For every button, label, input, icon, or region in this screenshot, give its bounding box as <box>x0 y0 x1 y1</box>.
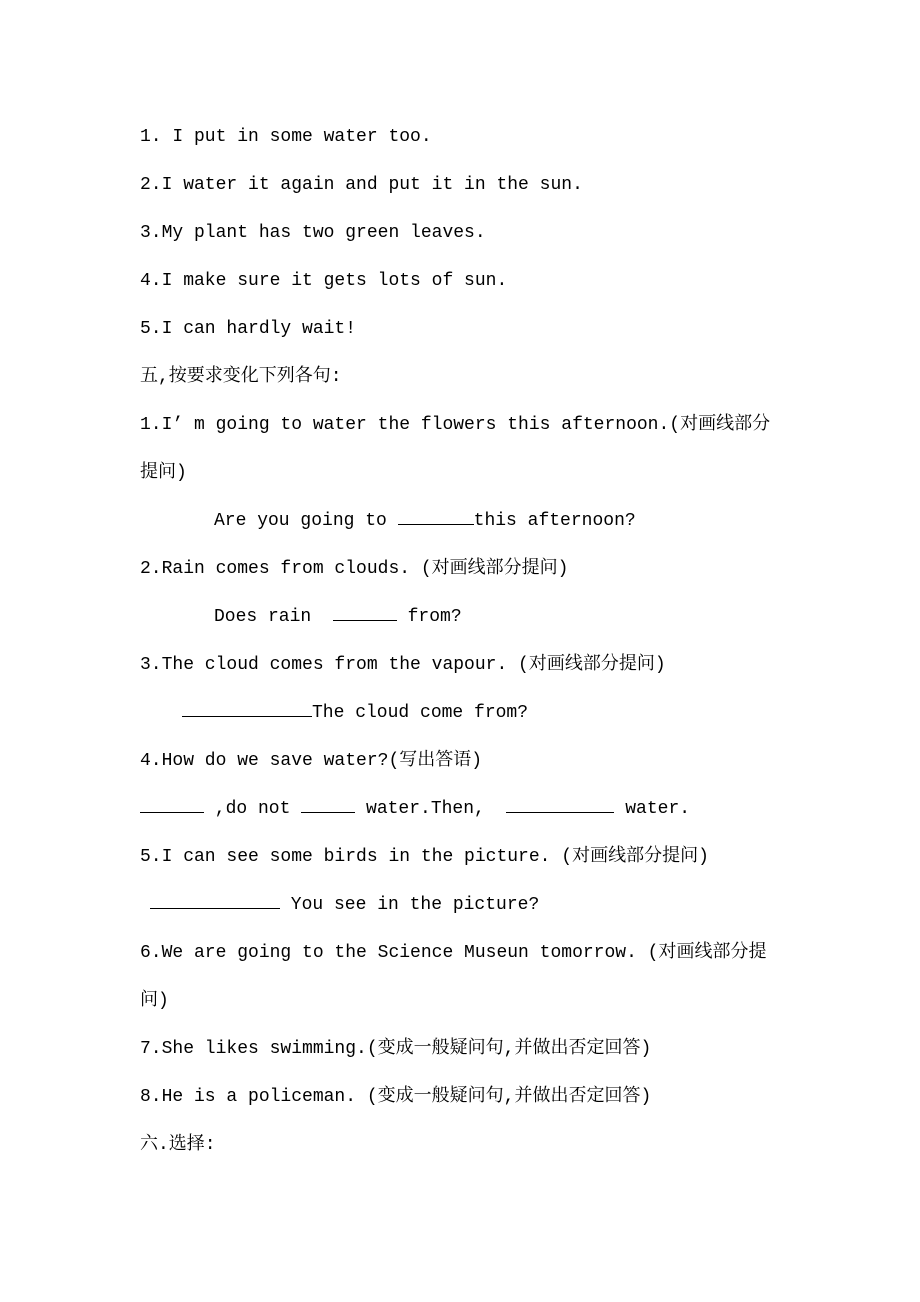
q3-text: 3.The cloud comes from the vapour. (对画线部分提问) <box>140 655 666 675</box>
q1-answer-pre: Are you going to <box>214 511 398 531</box>
sentence-3: 3.My plant has two green leaves. <box>140 223 486 243</box>
section-5-heading: 五,按要求变化下列各句: <box>140 367 342 387</box>
q3-answer-post: The cloud come from? <box>312 703 529 723</box>
q7-text: 7.She likes swimming.(变成一般疑问句,并做出否定回答) <box>140 1039 652 1059</box>
section-6-heading: 六.选择: <box>140 1135 216 1155</box>
q1-blank[interactable] <box>398 510 474 525</box>
q5-answer-post: You see in the picture? <box>280 895 540 915</box>
q4-seg-2: water.Then, <box>355 799 507 819</box>
q1-text: 1.I’ m going to water the flowers this afternoon.(对画线部分 <box>140 415 771 435</box>
q2-blank[interactable] <box>333 606 397 621</box>
q1-answer-post: this afternoon? <box>473 511 636 531</box>
q6-text-cont: 问) <box>140 991 169 1011</box>
q8-text: 8.He is a policeman. (变成一般疑问句,并做出否定回答) <box>140 1087 652 1107</box>
q2-text: 2.Rain comes from clouds. (对画线部分提问) <box>140 559 569 579</box>
q5-blank[interactable] <box>150 894 280 909</box>
q4-seg-1: ,do not <box>204 799 302 819</box>
q4-answer <box>140 785 800 833</box>
worksheet <box>140 113 800 1169</box>
q5-text: 5.I can see some birds in the picture. (对画线部分提问) <box>140 847 709 867</box>
q4-blank-2[interactable] <box>301 798 355 813</box>
sentence-1: 1. I put in some water too. <box>140 127 432 147</box>
q3-blank[interactable] <box>182 702 312 717</box>
q5-answer <box>140 881 800 929</box>
q2-answer-post: from? <box>396 607 462 627</box>
q4-blank-1[interactable] <box>140 798 204 813</box>
sentence-5: 5.I can hardly wait! <box>140 319 357 339</box>
q4-text: 4.How do we save water?(写出答语) <box>140 751 483 771</box>
sentence-2: 2.I water it again and put it in the sun. <box>140 175 583 195</box>
q1-text-cont: 提问) <box>140 463 187 483</box>
q1-answer <box>140 497 800 545</box>
q3-answer <box>140 689 800 737</box>
sentence-4: 4.I make sure it gets lots of sun. <box>140 271 508 291</box>
q6-text: 6.We are going to the Science Museun tomorrow. (对画线部分提 <box>140 943 767 963</box>
q4-seg-3: water. <box>614 799 691 819</box>
q2-answer <box>140 593 800 641</box>
q2-answer-pre: Does rain <box>214 607 333 627</box>
q4-blank-3[interactable] <box>506 798 614 813</box>
